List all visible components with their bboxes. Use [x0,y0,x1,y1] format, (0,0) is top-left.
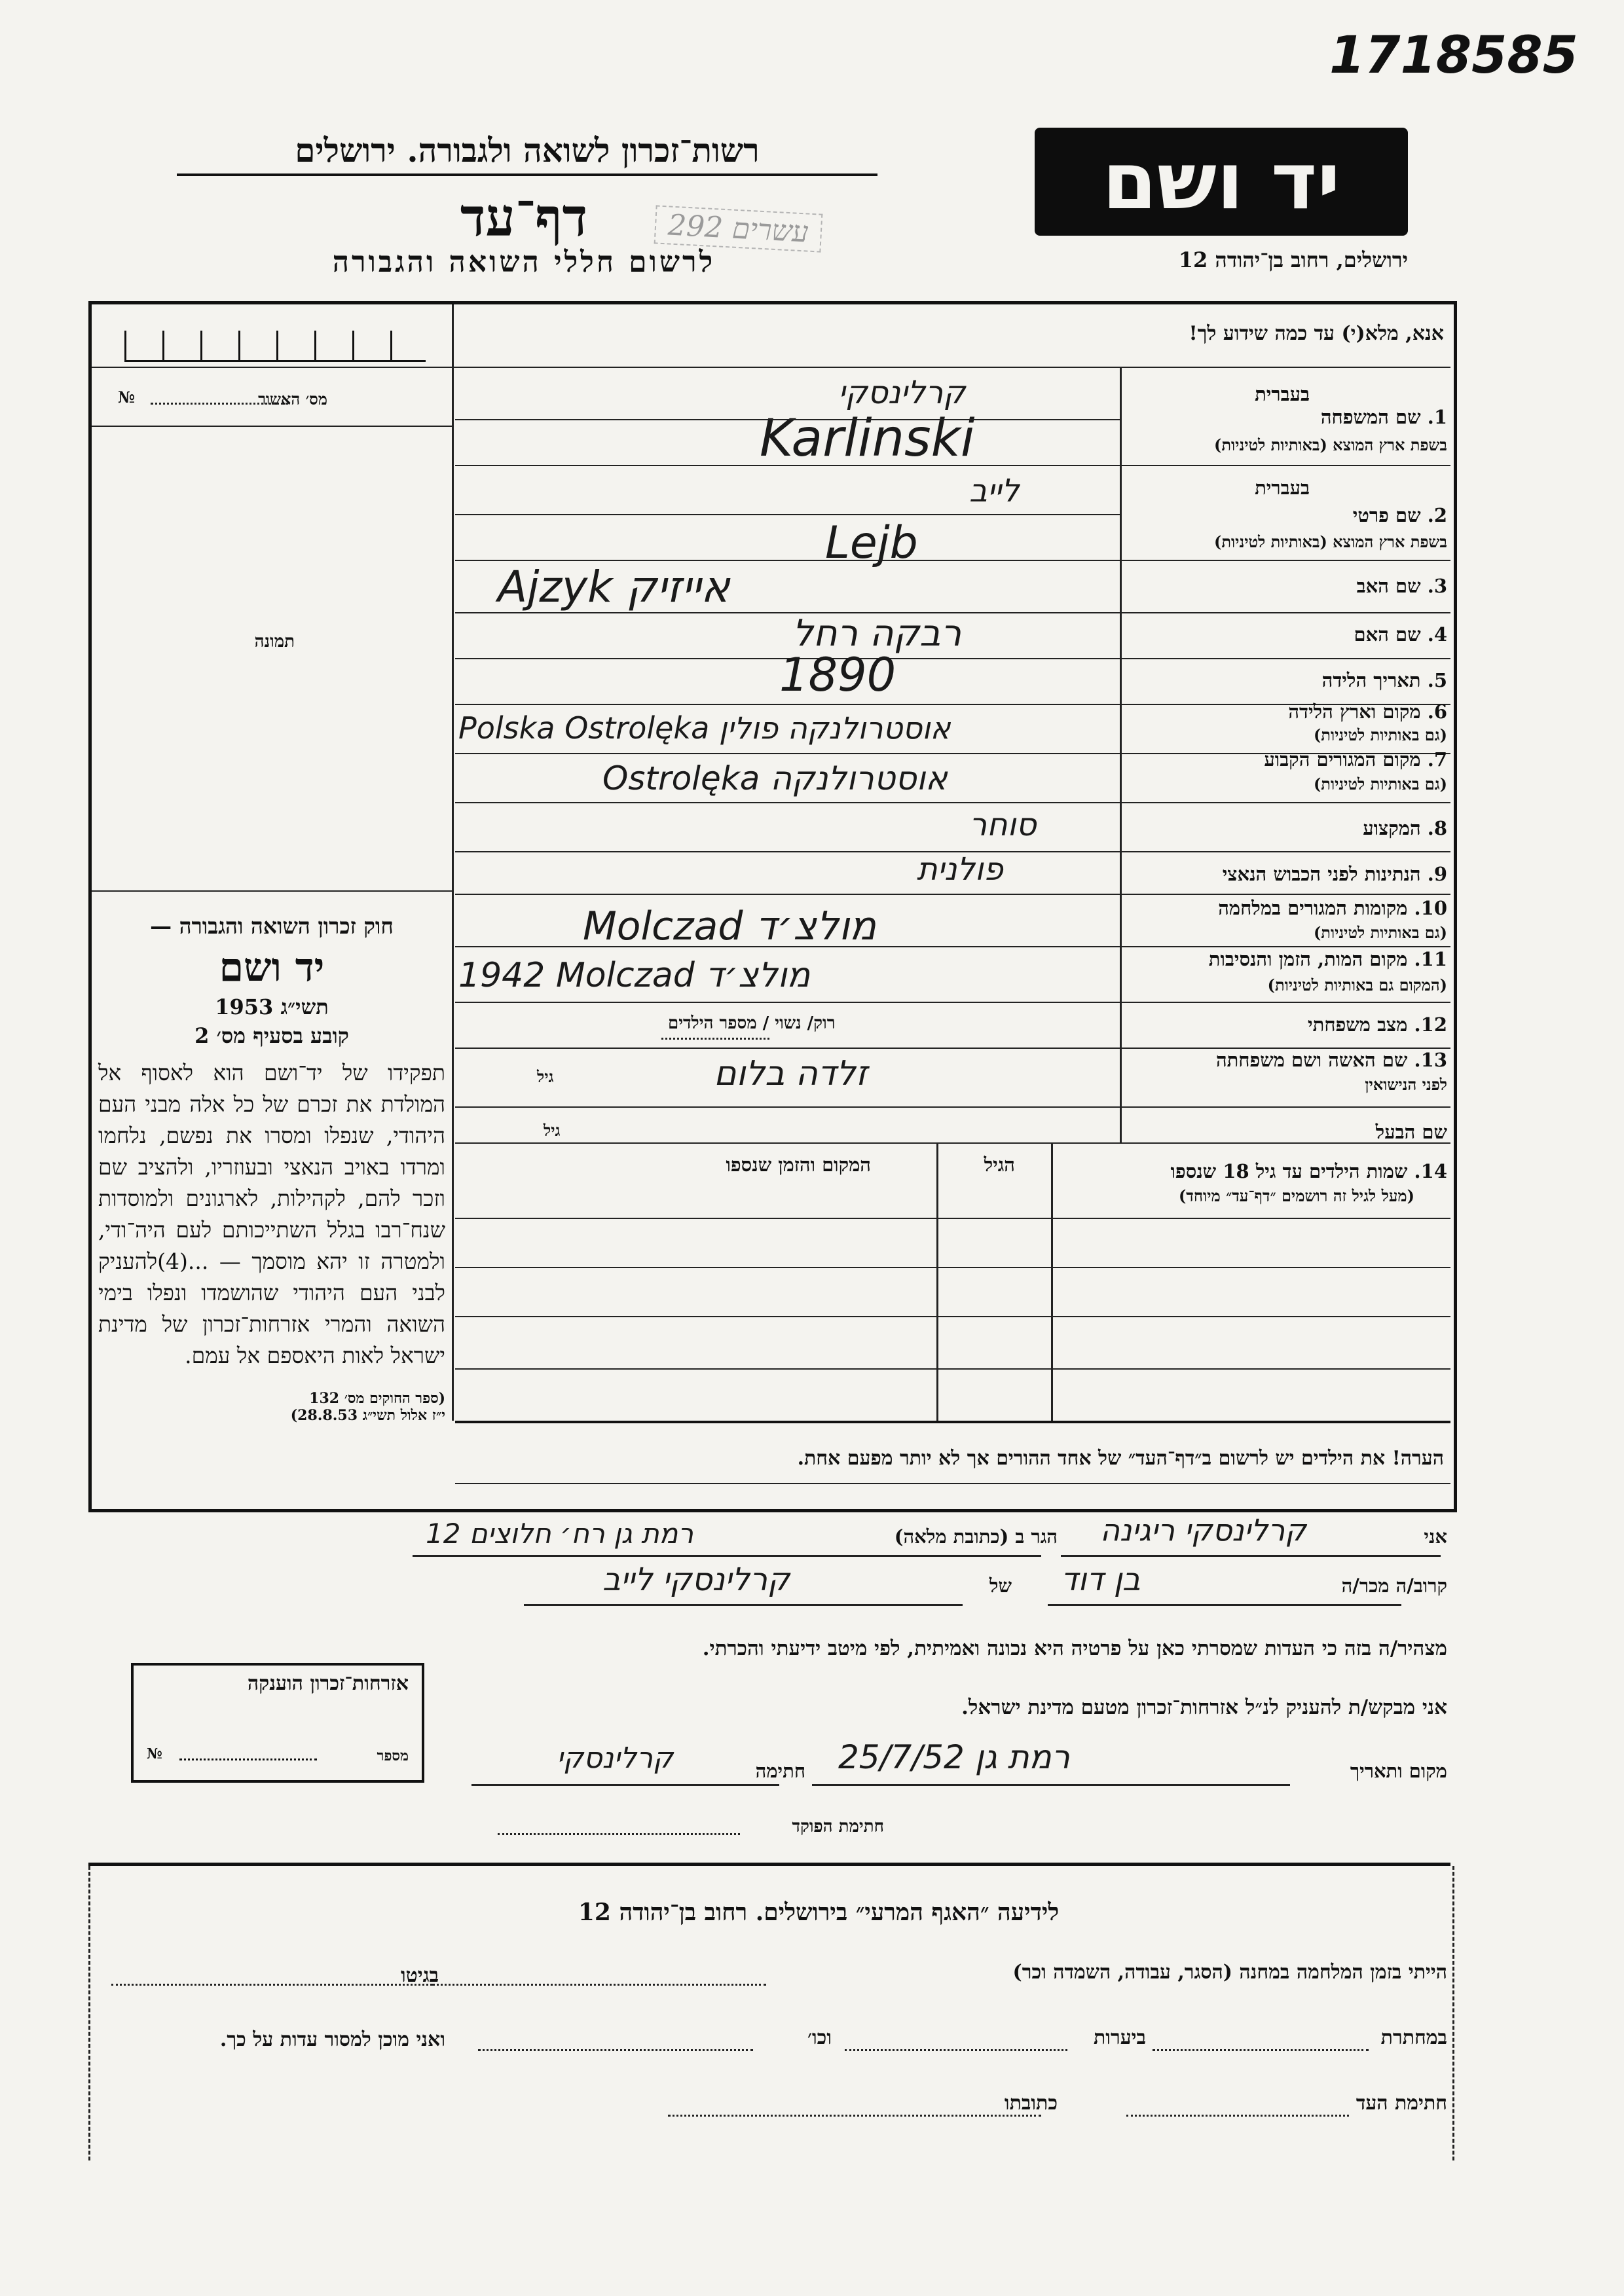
info-witness-sig: חתימת העד [1356,2092,1447,2115]
law-name: יד ושם [219,945,325,991]
signature[interactable]: קרלינסקי [557,1741,674,1775]
row-13-age: גיל [537,1067,554,1086]
children-place-header: המקום והזמן שנספו [726,1154,871,1176]
info-ready: ואני מוכן למסור עדות על כך. [219,2028,445,2051]
place-date-label: מקום ותאריך [1350,1760,1447,1782]
cert-no: № [118,388,136,407]
photo-label: תמונה [254,632,295,651]
declarant-name[interactable]: קרלינסקי ריגינה [1100,1512,1306,1548]
row-7-value[interactable]: Ostrolęka אוסטרולנקה [602,759,948,797]
row-4-label: 4. שם האם [1354,623,1447,646]
declarant-ani: אני [1424,1525,1447,1548]
row-2-value-latin[interactable]: Lejb [825,517,918,569]
info-underground: במחתרת [1380,2026,1447,2049]
address: ירושלים, רחוב בן־יהודה 12 [1178,247,1408,272]
number-boxes [124,331,426,362]
row-1-sub: בשפת ארץ המוצא (באותיות לטיניות) [1214,435,1447,454]
row-11-label: 11. מקום המות, הזמן והנסיבות [1208,948,1447,970]
info-line1: הייתי בזמן המלחמה במחנה (הסגר, עבודה, השמדה וכר) [1012,1961,1447,1984]
form-subtitle: לרשום חללי השואה והגבורה [332,246,716,279]
info-ghetto: בגיטו [400,1964,439,1987]
law-title: חוק זכרון השואה והגבורה — [150,913,394,939]
row-11-sub: (המקום גם באותיות לטיניות) [1267,975,1447,994]
row-9-label: 9. הנתינות לפני הכבוש הנאצי [1222,863,1447,885]
law-clause: קובע בסעיף מס׳ 2 [194,1023,349,1048]
row-13-value[interactable]: זלדה בלום [714,1054,868,1093]
row-6-label: 6. מקום וארץ הלידה [1288,701,1447,723]
row-7-label: 7. מקום המגורים הקבוע [1264,748,1447,771]
declarant-relation[interactable]: בן דוד [1061,1561,1141,1598]
row-1-value-latin[interactable]: Karlinski [760,409,975,468]
info-title: לידיעה ״האגף המרעי״ בירושלים. רחוב בן־יהודה 12 [578,1899,1060,1926]
declarant-of-label: של [989,1575,1012,1597]
row-6-value[interactable]: Polska Ostrolęka אוסטרולנקה פולין [458,710,951,746]
yad-vashem-logo: יד ושם [1035,128,1408,236]
row-5-value[interactable]: 1890 [779,648,896,702]
plea-text: אנא, מלא(י) עד כמה שידוע לך! [1189,322,1444,345]
note: הערה! את הילדים יש לרשום ב״דף־העד״ של אחד ההורים אך לא יותר מפעם אחת. [797,1447,1444,1470]
row-3-label: 3. שם האב [1356,575,1447,597]
request: אני מבקש/ת להעניק לנ״ל אזרחות־זכרון מטעם מדינת ישראל. [961,1696,1447,1719]
officer-label: חתימת הפוקד [792,1817,884,1836]
row-1-tag: בעברית [1255,383,1310,405]
row-10-sub: (גם באותיות לטיניות) [1313,923,1447,942]
law-body: תפקידו של יד־ושם הוא לאסוף אל המולדת את זכרם של כל אלה מבני העם היהודי, שנפלו ומסרו את נפשם, נלחמו ומרדו באויב הנאצי ובעוזריו, ולהציב שם וזכר להם, לקהילות, לארגונים ולמוסדות שנח־רבו בגלל השתייכותם לעם היה־ודי, ולמטרה זו יהא מוסמך — ...(4)להעניק לבני העם היהודי שהושמדו ונפלו בימי השואה והמרי אזרחות־זכרון של מדינת ישראל לאות היאספם אל עמם. [98,1060,445,1368]
row-8-label: 8. המקצוע [1363,817,1447,839]
signature-label: חתימה [755,1760,805,1782]
info-address: כתובתו [1004,2092,1058,2115]
children-age-header: הגיל [984,1154,1015,1176]
row-2-sub: בשפת ארץ המוצא (באותיות לטיניות) [1214,532,1447,551]
archive-number: 1718585 [1329,26,1578,85]
form-title: דף־עד [460,187,588,248]
row-7-sub: (גם באותיות לטיניות) [1313,774,1447,793]
law-year: 1953 [215,994,274,1019]
row-11-value[interactable]: 1942 Molczad מולצ׳ד [458,956,811,995]
declarant-resides: הגר ב (כתובת מלאה) [894,1525,1058,1548]
citizenship-box [131,1663,424,1783]
declaration: מצהיר/ה בזה כי העדות שמסרתי כאן על פרטיה היא נכונה ואמיתית, לפי מיטב ידיעתי והכרתי. [702,1637,1447,1660]
declarant-of[interactable]: קרלינסקי לייב [602,1561,790,1598]
row-12-value: רוק/ נשוי / מספר הילדים [668,1013,836,1033]
row-2-tag: בעברית [1255,477,1310,499]
row-husband-age: גיל [544,1121,561,1140]
children-sub: (מעל לגיל זה רושמים ״דף־עד״ מיוחד) [1178,1186,1414,1205]
row-13-label: 13. שם האשה ושם משפחתה [1215,1049,1447,1071]
row-6-sub: (גם באותיות לטיניות) [1313,725,1447,744]
row-2-label: 2. שם פרטי [1352,504,1447,526]
declarant-relation-label: קרוב/ה מכר/ה [1341,1575,1447,1597]
row-9-value[interactable]: פולנית [917,851,1003,888]
citizenship-no: № [147,1745,162,1762]
row-10-value[interactable]: Molczad מולצ׳ד [583,903,877,949]
faint-stamp: עשרים 292 [654,205,822,252]
row-1-label: 1. שם המשפחה [1320,406,1447,428]
citizenship-title: אזרחות־זכרון הוענקה [247,1672,409,1695]
cert-label: מס׳ האשור [258,390,327,409]
place-date[interactable]: רמת גן 25/7/52 [838,1738,1070,1776]
declarant-address[interactable]: רמת גן רח׳ חלוצים 12 [426,1518,693,1550]
row-12-label: 12. מצב משפחתי [1308,1013,1447,1036]
law-source-2: י״ז אלול תשי״ג 28.8.53) [290,1407,445,1424]
row-3-value[interactable]: Ajzyk אייזיק [498,562,730,612]
row-2-value-hebrew[interactable]: לייב [969,473,1020,509]
row-husband-label: שם הבעל [1375,1121,1447,1143]
info-etc: וכו׳ [807,2026,832,2049]
law-source-1: (ספר החוקים מס׳ 132 [309,1390,445,1407]
row-4-value[interactable]: רבקה רחל [792,612,962,655]
law-year-hebrew: תשי״ג [280,994,329,1019]
row-5-label: 5. תאריך הלידה [1321,669,1447,691]
citizenship-number-label: מספר [377,1747,409,1764]
row-1-value-hebrew[interactable]: קרלינסקי [838,374,966,411]
info-forests: ביערות [1093,2026,1146,2049]
row-10-label: 10. מקומות המגורים במלחמה [1218,897,1447,919]
children-label: 14. שמות הילדים עד גיל 18 שנספו [1170,1160,1447,1182]
law-section [98,913,445,1424]
row-8-value[interactable]: סוחר [969,807,1037,843]
authority-name: רשות־זכרון לשואה ולגבורה. ירושלים [177,131,877,176]
row-13-sub: לפני הנישואין [1365,1075,1447,1094]
